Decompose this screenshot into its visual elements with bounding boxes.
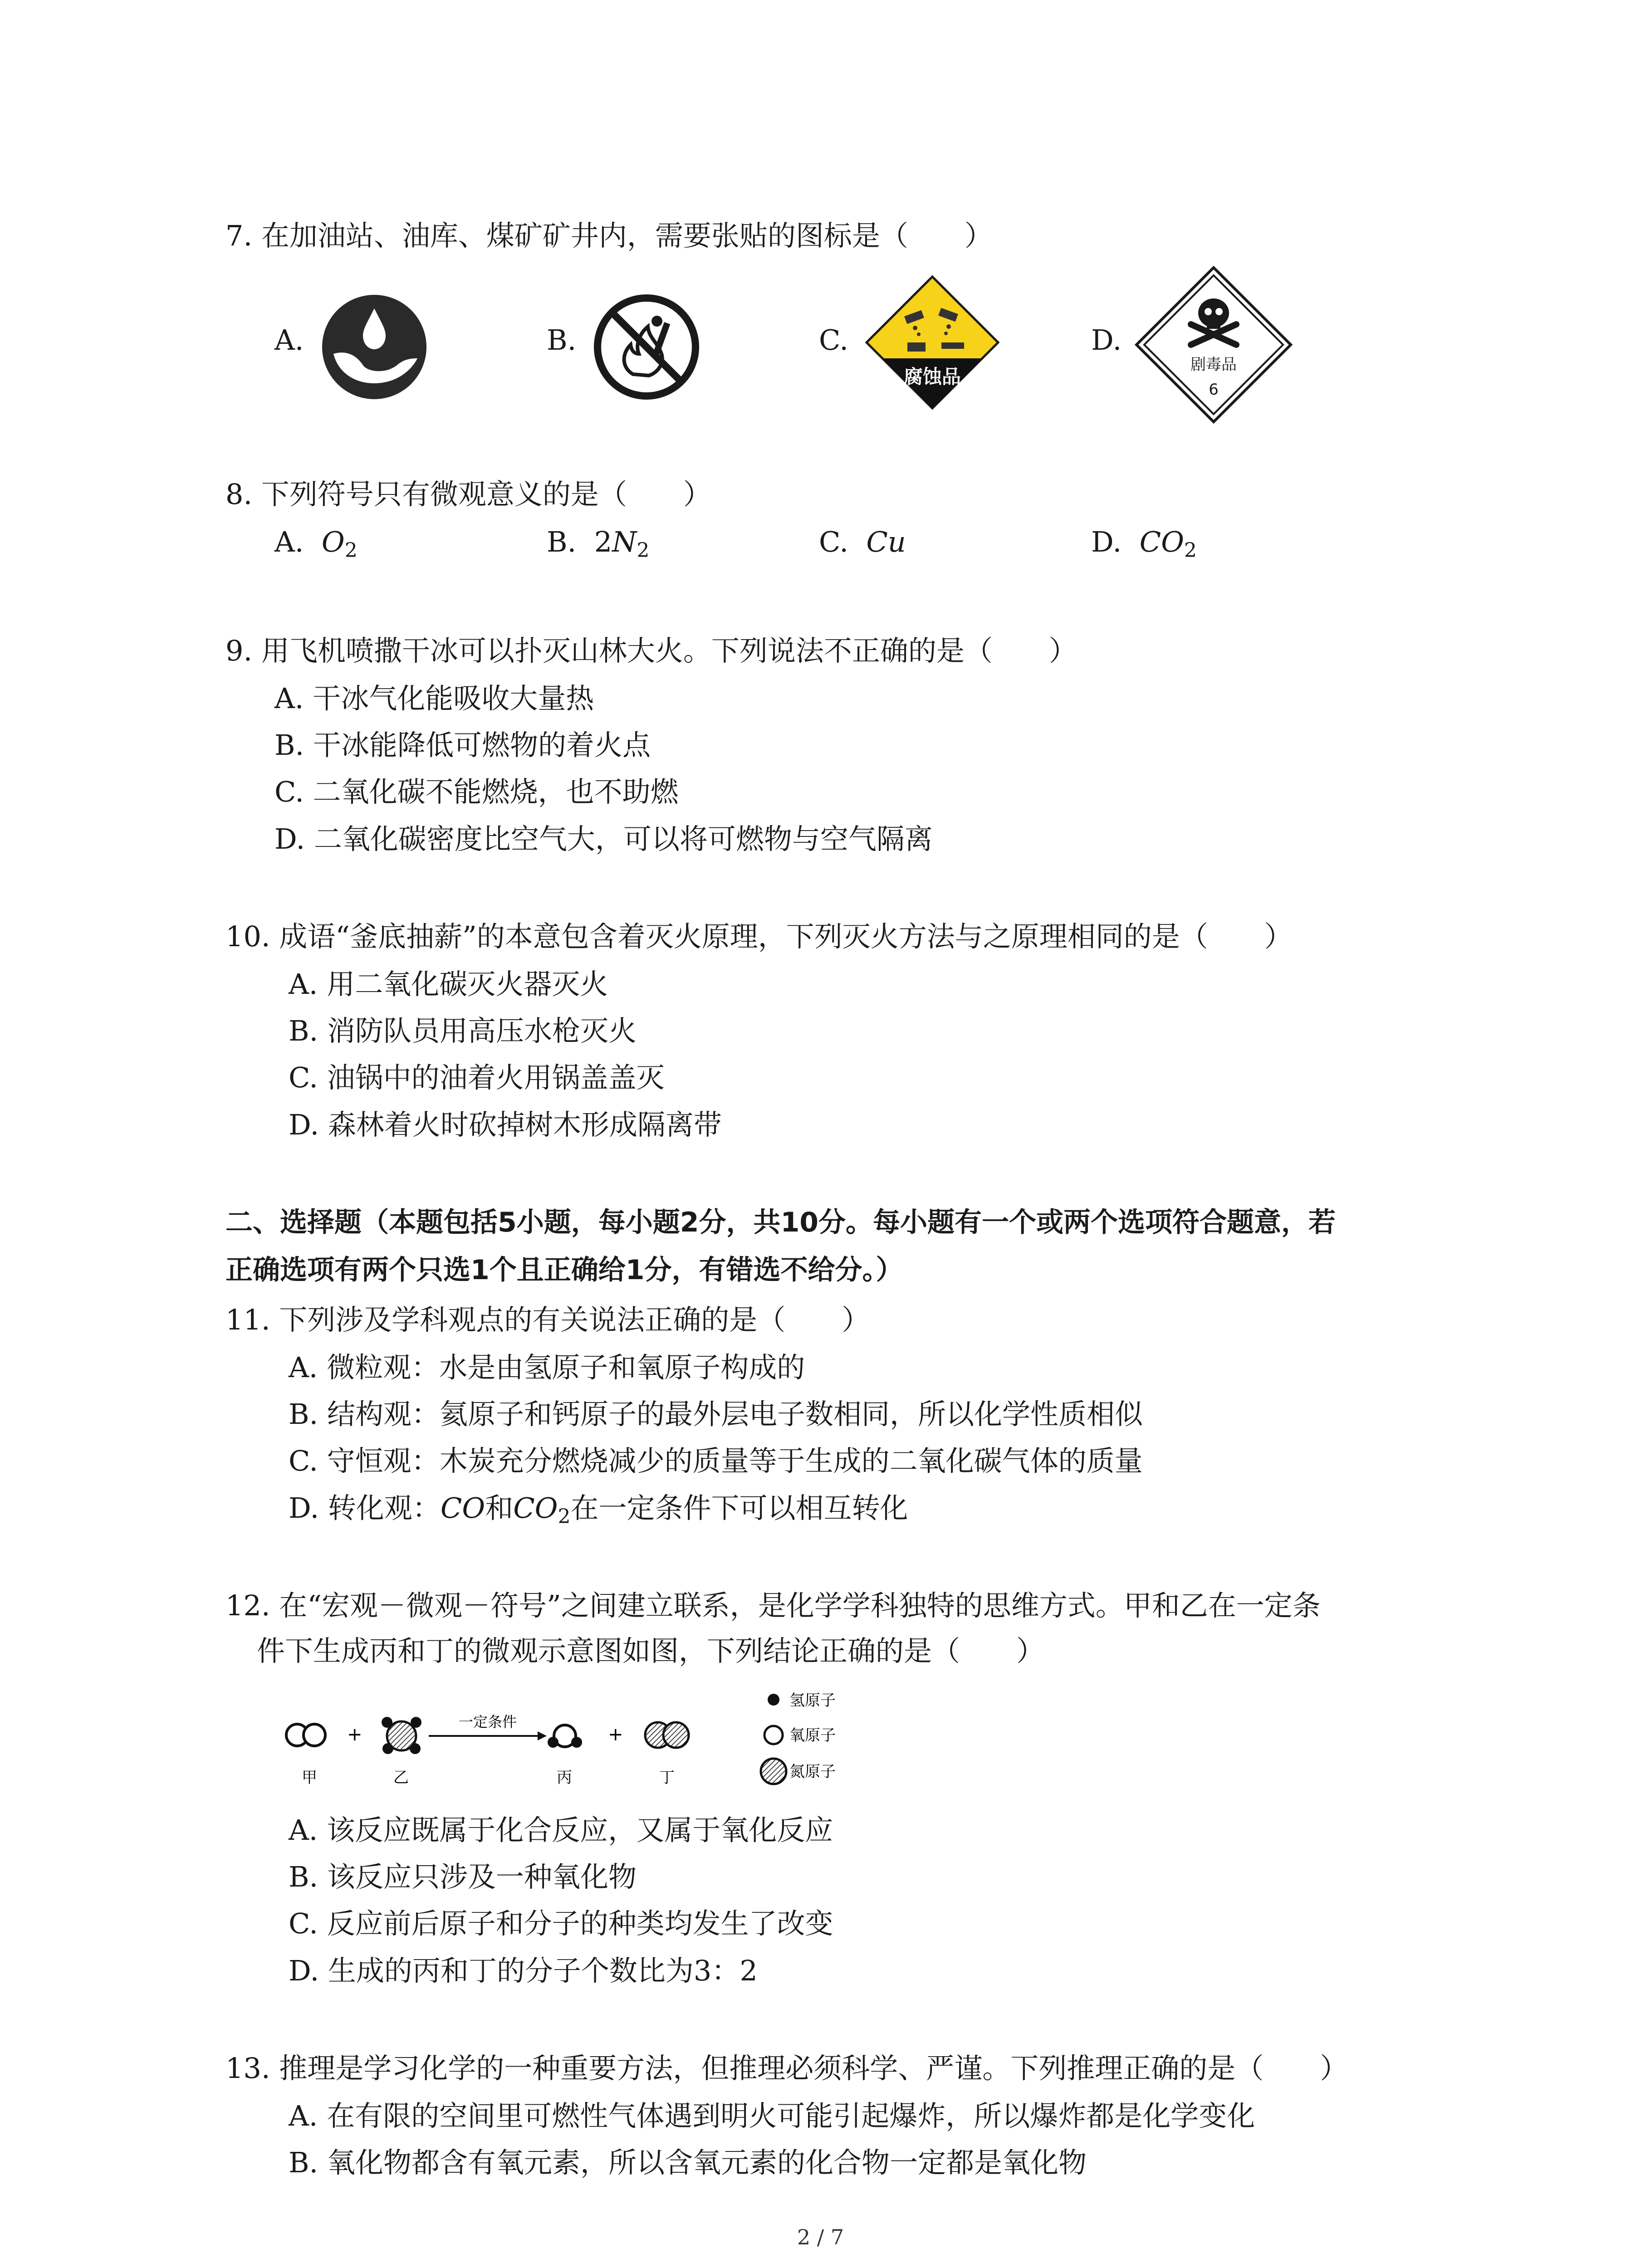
q10-option-b: B. 消防队员用高压水枪灭火 [289, 1014, 637, 1047]
q11-option-c: C. 守恒观：木炭充分燃烧减少的质量等于生成的二氧化碳气体的质量 [289, 1444, 1143, 1477]
q11-option-d: D. 转化观：CO和$CO_2$在一定条件下可以相互转化 [289, 1491, 908, 1528]
reaction-diagram [274, 1685, 910, 1803]
q13-option-a: A. 在有限的空间里可燃性气体遇到明火可能引起爆炸，所以爆炸都是化学变化 [289, 2099, 1255, 2132]
no-fire-icon [590, 290, 703, 404]
q12-option-c: C. 反应前后原子和分子的种类均发生了改变 [289, 1907, 833, 1940]
q12-option-b: B. 该反应只涉及一种氧化物 [289, 1860, 637, 1893]
molecule-bing [548, 1725, 582, 1748]
plus-sign-1: + [347, 1724, 362, 1745]
legend-hydrogen: 氢原子 [789, 1691, 836, 1710]
section-2-heading-line1: 二、选择题（本题包括5小题，每小题2分，共10分。每小题有一个或两个选项符合题意，若 [225, 1207, 1336, 1238]
toxic-icon [1134, 265, 1293, 424]
reaction-arrow [429, 1713, 547, 1740]
diagram-legend [761, 1691, 836, 1784]
plus-sign-2: + [608, 1724, 623, 1745]
q7-option-a: A. [274, 323, 304, 357]
q11-option-a: A. 微粒观：水是由氢原子和氧原子构成的 [289, 1351, 805, 1384]
legend-nitrogen: 氮原子 [789, 1763, 836, 1781]
q11-stem: 11. 下列涉及学科观点的有关说法正确的是（ ） [225, 1303, 870, 1336]
molecule-yi [382, 1717, 421, 1754]
q8-option-a: A. $O_2$ [274, 525, 358, 562]
q10-option-d: D. 森林着火时砍掉树木形成隔离带 [289, 1108, 722, 1141]
q10-option-c: C. 油锅中的油着火用锅盖盖灭 [289, 1061, 665, 1094]
label-bing: 丙 [557, 1769, 572, 1787]
q7-option-b: B. [547, 323, 577, 357]
q12-option-d: D. 生成的丙和丁的分子个数比为3：2 [289, 1954, 758, 1987]
q7-option-c: C. [819, 323, 848, 357]
toxic-label: 剧毒品 [1190, 356, 1237, 374]
q12-stem-line1: 12. 在“宏观－微观－符号”之间建立联系，是化学学科独特的思维方式。甲和乙在一定条 [225, 1589, 1321, 1622]
q13-option-b: B. 氧化物都含有氧元素，所以含氧元素的化合物一定都是氧化物 [289, 2146, 1087, 2179]
molecule-ding [645, 1722, 689, 1748]
q7-stem: 7. 在加油站、油库、煤矿矿井内，需要张贴的图标是（ ） [225, 219, 993, 252]
label-ding: 丁 [659, 1769, 675, 1787]
section-2-heading-line2: 正确选项有两个只选1个且正确给1分，有错选不给分。） [225, 1254, 903, 1286]
q9-option-c: C. 二氧化碳不能燃烧，也不助燃 [274, 775, 679, 808]
q13-stem: 13. 推理是学习化学的一种重要方法，但推理必须科学、严谨。下列推理正确的是（ ） [225, 2052, 1348, 2085]
q9-option-b: B. 干冰能降低可燃物的着火点 [274, 728, 651, 762]
toxic-class-number: 6 [1209, 381, 1219, 399]
q8-stem: 8. 下列符号只有微观意义的是（ ） [225, 478, 711, 511]
label-yi: 乙 [393, 1769, 409, 1787]
corrosive-label: 腐蚀品 [903, 366, 961, 388]
q8-option-c: C. Cu [819, 525, 906, 558]
page-number: 2 / 7 [797, 2225, 844, 2249]
q12-stem-line2: 件下生成丙和丁的微观示意图如图，下列结论正确的是（ ） [257, 1634, 1045, 1667]
q12-option-a: A. 该反应既属于化合反应，又属于氧化反应 [289, 1813, 833, 1847]
q9-option-d: D. 二氧化碳密度比空气大，可以将可燃物与空气隔离 [274, 822, 933, 855]
water-saving-icon [318, 290, 431, 404]
legend-oxygen: 氧原子 [789, 1726, 836, 1745]
q9-option-a: A. 干冰气化能吸收大量热 [274, 682, 594, 715]
q8-option-d: D. $CO_2$ [1091, 525, 1197, 562]
q11-option-b: B. 结构观：氦原子和钙原子的最外层电子数相同，所以化学性质相似 [289, 1398, 1143, 1431]
q8-option-b: B. $2N_2$ [547, 525, 650, 562]
q10-option-a: A. 用二氧化碳灭火器灭火 [289, 968, 608, 1001]
corrosive-icon [864, 274, 1000, 411]
arrow-condition-label: 一定条件 [458, 1713, 517, 1730]
q7-option-d: D. [1091, 323, 1122, 357]
molecule-jia [286, 1724, 325, 1746]
q9-stem: 9. 用飞机喷撒干冰可以扑灭山林大火。下列说法不正确的是（ ） [225, 634, 1077, 667]
q10-stem: 10. 成语“釜底抽薪”的本意包含着灭火原理，下列灭火方法与之原理相同的是（ ） [225, 920, 1293, 953]
label-jia: 甲 [302, 1769, 317, 1787]
